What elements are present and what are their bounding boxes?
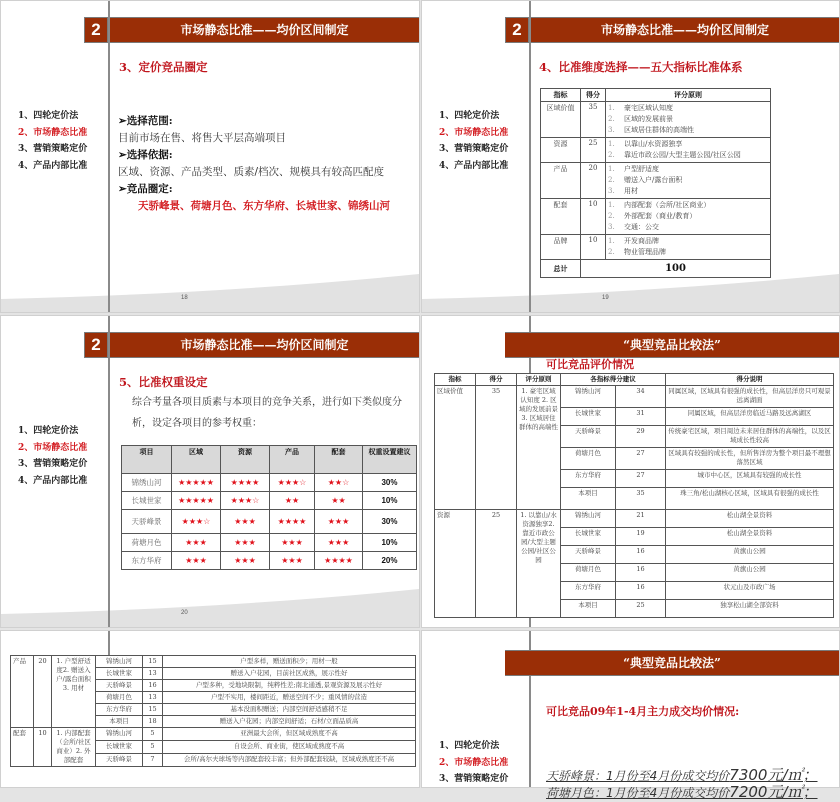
cell: 35 [581, 102, 606, 138]
star-rating: ★★★★ [221, 474, 270, 492]
table-row [11, 728, 416, 741]
cell: 户型多种，受地块限制，纯粹性差;南北通透,景观资源及展示性好 [163, 680, 416, 692]
cell: 同属区域，但高层洋房临近马路及远离湖区 [666, 408, 834, 426]
table-row [122, 474, 417, 492]
cell: 25 [616, 600, 666, 618]
nav-item-1[interactable]: 1、四轮定价法 [439, 111, 500, 121]
section-title: 4、比准维度选择——五大指标比准体系 [539, 60, 743, 74]
divider-line [108, 1, 110, 312]
star-rating: ★★★ [172, 534, 221, 552]
weight-table [121, 445, 417, 570]
cell: 配套 [541, 199, 581, 235]
cell: 35 [616, 488, 666, 510]
background-swoosh [422, 272, 839, 312]
nav-item-2[interactable]: 2、市场静态比准 [18, 127, 88, 138]
table-row [122, 492, 417, 510]
cell: 状元山及市政广场 [666, 582, 834, 600]
cell: 29 [616, 426, 666, 448]
col-header: 权重设置建议 [363, 446, 417, 474]
cell: 会所/高尔夫球场等内部配套较丰富；但外部配套较缺，区域成熟度还不高 [163, 754, 416, 767]
cell: 16 [616, 546, 666, 564]
cell: 天骄峰景 [122, 510, 172, 534]
nav-item-4[interactable]: 4、产品内部比准 [439, 160, 509, 171]
cell: 锦绣山河 [561, 386, 616, 408]
divider-line [529, 1, 531, 312]
section-number: 2 [84, 332, 108, 358]
cell: 5 [143, 728, 163, 741]
nav-item-3[interactable]: 3、营销策略定价 [439, 144, 509, 154]
bullet-text: 目前市场在售、将售大平层高端项目 [118, 132, 286, 144]
cell: 独享松山湖全部资料 [666, 600, 834, 618]
price-line: 天骄峰景：1月份至4月份成交均价7300元/㎡； [546, 766, 818, 784]
section-title: 5、比准权重设定 [119, 375, 208, 389]
cell: 长城世家 [96, 668, 143, 680]
cell: 25 [476, 510, 517, 618]
cell: 锦绣山河 [96, 728, 143, 741]
competitor-list: 天骄峰景、荷塘月色、东方华府、长城世家、锦绣山河 [138, 200, 390, 212]
cell: 天骄峰景 [561, 546, 616, 564]
cell: 1. 豪宅区域认知度 2. 区域的发展前景 3. 区域居住群体的高端性 [517, 386, 561, 510]
col-header: 得分说明 [666, 374, 834, 386]
star-rating: ★★★★ [270, 510, 315, 534]
cell: 20 [34, 656, 52, 728]
cell: 本项目 [561, 600, 616, 618]
cell: 27 [616, 470, 666, 488]
cell: 珠三角/松山湖核心区域，区域具有很强的成长性 [666, 488, 834, 510]
evaluation-table-continued [10, 655, 416, 767]
header-title: “典型竞品比较法” [505, 332, 839, 358]
col-header: 各指标得分建议 [561, 374, 666, 386]
cell: 荷塘月色 [122, 534, 172, 552]
cell: 产品 [541, 163, 581, 199]
section-nav [18, 108, 87, 174]
slide-19 [421, 0, 840, 313]
cell: 锦绣山河 [561, 510, 616, 528]
subtitle: 可比竞品评价情况 [546, 358, 634, 371]
cell: 区域具有较强的成长性，但所售洋房为整个项目最不理想落然区域 [666, 448, 834, 470]
cell: 荷塘月色 [561, 564, 616, 582]
nav-item-2[interactable]: 2、市场静态比准 [18, 442, 88, 453]
header-title: 市场静态比准——均价区间制定 [110, 17, 419, 43]
cell: 20 [581, 163, 606, 199]
col-header: 资源 [221, 446, 270, 474]
background-swoosh [1, 272, 419, 312]
cell: 东方华府 [561, 582, 616, 600]
cell: 本项目 [96, 716, 143, 728]
cell: 1. 户型舒适度 2. 赠送入户/露台面积 3. 用材 [606, 163, 771, 199]
star-rating: ★★★☆ [221, 492, 270, 510]
weight-value: 10% [363, 534, 417, 552]
cell: 传统豪宅区域，项目周边未来居住群体的高端性，以及区域成长性较高 [666, 426, 834, 448]
header-title: 市场静态比准——均价区间制定 [110, 332, 419, 358]
cell: 15 [143, 656, 163, 668]
slide-21 [421, 315, 840, 628]
star-rating: ★★★ [172, 552, 221, 570]
col-header: 评分原则 [606, 89, 771, 102]
nav-item-2[interactable]: 2、市场静态比准 [439, 127, 509, 138]
cell: 锦绣山河 [122, 474, 172, 492]
cell: 27 [616, 448, 666, 470]
cell: 本项目 [561, 488, 616, 510]
table-row [435, 510, 834, 528]
section-number: 2 [505, 17, 529, 43]
cell: 产品 [11, 656, 34, 728]
star-rating: ★★★★ [315, 552, 363, 570]
cell: 区域价值 [541, 102, 581, 138]
star-rating: ★★☆ [315, 474, 363, 492]
cell: 天骄峰景 [96, 754, 143, 767]
subtitle: 可比竞品09年1-4月主力成交均价情况: [546, 705, 740, 718]
cell: 13 [143, 668, 163, 680]
weight-value: 20% [363, 552, 417, 570]
cell: 7 [143, 754, 163, 767]
nav-item-2[interactable]: 2、市场静态比准 [439, 757, 509, 768]
cell: 东方华府 [122, 552, 172, 570]
star-rating: ★★★ [315, 534, 363, 552]
cell: 资源 [541, 138, 581, 163]
star-rating: ★★★ [221, 552, 270, 570]
slide-22 [0, 630, 420, 788]
cell: 1. 以靠山/水资源独享2. 靠近市政公园/大型主题公园/社区公园 [517, 510, 561, 618]
cell: 1. 内部配套（会所/社区商业） 2. 外部配套（商业/教育） 3. 交通：公交 [606, 199, 771, 235]
bullet-label: ➢选择依据: [118, 149, 173, 161]
cell: 18 [143, 716, 163, 728]
cell: 15 [143, 704, 163, 716]
star-rating: ★★★ [270, 534, 315, 552]
cell: 1. 内部配套（会所/社区商业）2. 外部配套 [52, 728, 96, 767]
header-title: 市场静态比准——均价区间制定 [531, 17, 839, 43]
col-header: 评分原则 [517, 374, 561, 386]
star-rating: ★★★ [221, 510, 270, 534]
star-rating: ★★★☆ [172, 510, 221, 534]
star-rating: ★★★★★ [172, 492, 221, 510]
cell: 10 [34, 728, 52, 767]
header-title: “典型竞品比较法” [505, 650, 839, 676]
table-row [541, 199, 771, 235]
section-title: 3、定价竞品圈定 [119, 60, 208, 74]
table-row [541, 138, 771, 163]
evaluation-table [434, 373, 834, 618]
cell: 5 [143, 741, 163, 754]
cell: 16 [616, 564, 666, 582]
page-number: 18 [181, 295, 188, 301]
star-rating: ★★★ [270, 552, 315, 570]
table-row [122, 510, 417, 534]
col-header: 指标 [435, 374, 476, 386]
divider-line [108, 316, 110, 627]
price-line: 荷塘月色：1月份至4月份成交均价7200元/㎡； [546, 783, 818, 801]
intro-text: 综合考量各项目质素与本项目的竞争关系，进行如下类似度分析，设定各项目的参考权重： [132, 397, 402, 429]
table-row [541, 163, 771, 199]
col-header: 指标 [541, 89, 581, 102]
col-header: 配套 [315, 446, 363, 474]
cell: 亚洲最大会所，但区域成熟度不高 [163, 728, 416, 741]
section-number: 2 [84, 17, 108, 43]
cell: 13 [143, 692, 163, 704]
cell: 长城世家 [561, 408, 616, 426]
cell: 区域价值 [435, 386, 476, 510]
cell: 天骄峰景 [96, 680, 143, 692]
weight-value: 30% [363, 474, 417, 492]
star-rating: ★★★☆ [270, 474, 315, 492]
bullets [118, 113, 418, 215]
star-rating: ★★ [315, 492, 363, 510]
star-rating: ★★★ [315, 510, 363, 534]
cell: 同属区域，区域具有很强的成长性，但高层洋房只可观景远离湖面 [666, 386, 834, 408]
cell: 1. 开发商品牌 2. 物业管理品牌 [606, 235, 771, 260]
star-rating: ★★★ [221, 534, 270, 552]
cell: 21 [616, 510, 666, 528]
cell: 赠送入户花园；内部空间舒适；石材/立面品质高 [163, 716, 416, 728]
table-row [541, 102, 771, 138]
cell: 东方华府 [96, 704, 143, 716]
cell: 长城世家 [561, 528, 616, 546]
cell: 1. 户型舒适度2. 赠送入户/露台面积 3. 用材 [52, 656, 96, 728]
weight-value: 10% [363, 492, 417, 510]
background-swoosh [1, 587, 419, 627]
cell: 配套 [11, 728, 34, 767]
col-header: 得分 [476, 374, 517, 386]
section-nav [18, 423, 87, 489]
cell: 松山湖全景资料 [666, 510, 834, 528]
col-header: 产品 [270, 446, 315, 474]
nav-item-1[interactable]: 1、四轮定价法 [18, 426, 79, 436]
slide-18 [0, 0, 420, 313]
cell: 松山湖全景资料 [666, 528, 834, 546]
nav-item-3[interactable]: 3、营销策略定价 [18, 459, 88, 469]
cell: 35 [476, 386, 517, 510]
cell: 户型不实用，楼间距近，赠送空间不少；重风情的营造 [163, 692, 416, 704]
nav-item-3[interactable]: 3、营销策略定价 [18, 144, 88, 154]
cell: 1. 豪宅区域认知度 2. 区域的发展前景 3. 区域居住群体的高端性 [606, 102, 771, 138]
page-number: 20 [181, 610, 188, 616]
cell: 长城世家 [96, 741, 143, 754]
star-rating: ★★★★★ [172, 474, 221, 492]
table-row [541, 235, 771, 260]
page-number: 19 [602, 295, 609, 301]
cell: 1. 以靠山/水资源独享 2. 靠近市政公园/大型主题公园/社区公园 [606, 138, 771, 163]
cell: 基本没面积赠送；内部空间舒适感稍不足 [163, 704, 416, 716]
cell: 31 [616, 408, 666, 426]
divider-line [108, 631, 110, 656]
total-row [541, 260, 771, 278]
cell: 荷塘月色 [96, 692, 143, 704]
cell: 黄旗山公园 [666, 564, 834, 582]
cell: 赠送入户花园，目前社区成熟，展示性好 [163, 668, 416, 680]
total-value: 100 [581, 260, 771, 278]
cell: 黄旗山公园 [666, 546, 834, 564]
cell: 荷塘月色 [561, 448, 616, 470]
bullet-text: 区域、资源、产品类型、质素/档次、规模具有较高匹配度 [118, 166, 385, 178]
nav-item-3[interactable]: 3、营销策略定价 [439, 774, 509, 784]
cell: 10 [581, 199, 606, 235]
nav-item-1[interactable]: 1、四轮定价法 [439, 741, 500, 751]
cell: 资源 [435, 510, 476, 618]
total-label: 总计 [541, 260, 581, 278]
section-nav [439, 108, 508, 174]
col-header: 区域 [172, 446, 221, 474]
slide-20 [0, 315, 420, 628]
table-row [122, 534, 417, 552]
cell: 东方华府 [561, 470, 616, 488]
cell: 户型多样，赠送面积少；用材一般 [163, 656, 416, 668]
cell: 19 [616, 528, 666, 546]
section-nav [439, 738, 508, 788]
cell: 10 [581, 235, 606, 260]
slide-23 [421, 630, 840, 801]
cell: 25 [581, 138, 606, 163]
indicator-table [540, 88, 771, 278]
cell: 16 [616, 582, 666, 600]
table-row [122, 552, 417, 570]
cell: 天骄峰景 [561, 426, 616, 448]
nav-item-4[interactable]: 4、产品内部比准 [18, 160, 88, 171]
table-row [435, 386, 834, 408]
cell: 34 [616, 386, 666, 408]
cell: 锦绣山河 [96, 656, 143, 668]
weight-value: 30% [363, 510, 417, 534]
col-header: 项目 [122, 446, 172, 474]
cell: 16 [143, 680, 163, 692]
col-header: 得分 [581, 89, 606, 102]
cell: 长城世家 [122, 492, 172, 510]
bullet-label: ➢竞品圈定: [118, 183, 173, 195]
nav-item-4[interactable]: 4、产品内部比准 [18, 475, 88, 486]
cell: 自设会所、商业街，使区域成熟度不高 [163, 741, 416, 754]
table-row [11, 656, 416, 668]
cell: 城市中心区，区域具有较强的成长性 [666, 470, 834, 488]
cell: 品牌 [541, 235, 581, 260]
bullet-label: ➢选择范围: [118, 115, 173, 127]
star-rating: ★★ [270, 492, 315, 510]
nav-item-1[interactable]: 1、四轮定价法 [18, 111, 79, 121]
